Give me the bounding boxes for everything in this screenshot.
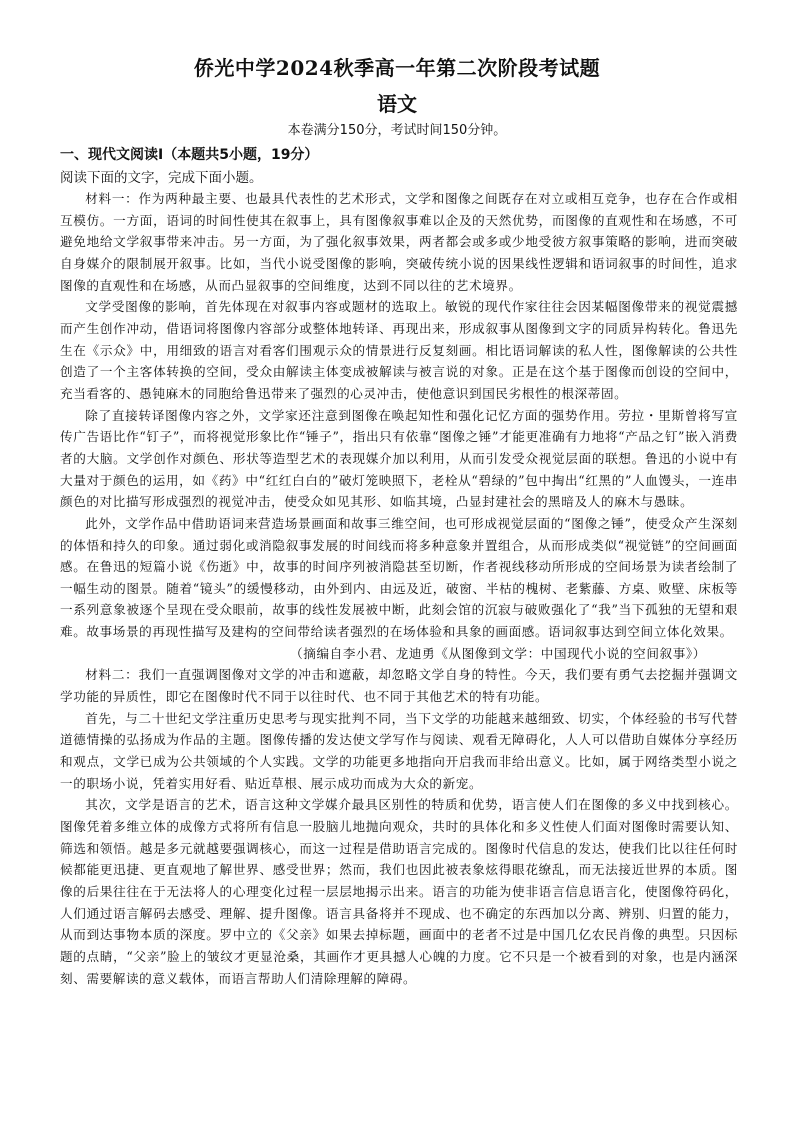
section-instruction: 阅读下面的文字，完成下面小题。 [60,170,263,186]
paragraph: 其次，文学是语言的艺术，语言这种文学媒介最具区别性的特质和优势，语言使人们在图像的多义中找到核心。图像凭着多维立体的成像方式将所有信息一股脑儿地抛向观众，共时的具体化和多义性使人们面对图像时需要认知、筛选和领悟。越是多元就越要强调核心，而这一过程是借助语言完成的。图像时代信息的发达，使我们比以往任何时候都能更迅捷、更直观地了解世界、感受世界；然而，我们也因此被表象炫得眼花缭乱，而无法接近世界的本质。图像的后果往往在于无法将人的心理变化过程一层层地揭示出来。语言的功能为使非语言信息语言化，使图像符码化，人们通过语言解码去感受、理解、提升图像。语言具备将并不现成、也不确定的东西加以分离、辨别、归置的能力，从而到达事物本质的深度。罗中立的《父亲》如果去掉标题，画面中的老者不过是中国几亿农民肖像的典型。只因标题的点睛，“父亲”脸上的皱纹才更显沧桑，其画作才更具撼人心魄的力度。它不只是一个被看到的对象，也是内涵深刻、需要解读的意义载体，而语言帮助人们清除理解的障碍。 [60,797,738,986]
paragraph-material1: 材料一：作为两种最主要、也最具代表性的艺术形式，文学和图像之间既存在对立或相互竞争，也存在合作或相互模仿。一方面，语词的时间性使其在叙事上，具有图像叙事难以企及的天然优势，而图像的直观性和在场感，不可避免地给文学叙事带来冲击。另一方面，为了强化叙事效果，两者都会或多或少地受彼方叙事策略的影响，进而突破自身媒介的限制展开叙事。比如，当代小说受图像的影响，突破传统小说的因果线性逻辑和语词叙事的时间性，追求图像的直观性和在场感，从而凸显叙事的空间维度，达到不同以往的艺术境界。 [60,191,738,293]
exam-title: 侨光中学2024秋季高一年第二次阶段考试题 [193,56,601,80]
paragraph: 文学受图像的影响，首先体现在对叙事内容或题材的选取上。敏锐的现代作家往往会因某幅图像带来的视觉震撼而产生创作冲动，借语词将图像内容部分或整体地转译、再现出来，形成叙事从图像到文字的同质异构转化。鲁迅先生在《示众》中，用细致的语言对看客们围观示众的情景进行反复刻画。相比语词解读的私人性，图像解读的公共性创造了一个主客体转换的空间，受众由解读主体变成被解读与被言说的对象。正是在这个基于图像而创设的空间中，充当看客的、愚钝麻木的同胞给鲁迅带来了强烈的心灵冲击，使他意识到国民劣根性的根深蒂固。 [60,299,738,401]
paragraph: 除了直接转译图像内容之外，文学家还注意到图像在唤起知性和强化记忆方面的强势作用。劳拉・里斯曾将写宣传广告语比作“钉子”，而将视觉形象比作“锤子”，指出只有依靠“图像之锤”才能更准确有力地将“产品之钉”嵌入消费者的大脑。文学创作对颜色、形状等造型艺术的表现媒介加以利用，从而引发受众视觉层面的联想。鲁迅的小说中有大量对于颜色的运用，如《药》中“红红白白的”破灯笼映照下，老栓从“碧绿的”包中掏出“红黑的”人血馒头，一连串颜色的对比描写形成强烈的视觉冲击，使受众如见其形、如临其境，凸显封建社会的黑暗及人的麻木与愚昧。 [60,407,738,510]
paragraph-material2: 材料二：我们一直强调图像对文学的冲击和遮蔽，却忽略文学自身的特性。今天，我们要有勇气去挖掘并强调文学功能的异质性，即它在图像时代不同于以往时代、也不同于其他艺术的特有功能。 [60,667,738,705]
exam-note: 本卷满分150分，考试时间150分钟。 [287,123,507,138]
paragraph: 此外，文学作品中借助语词来营造场景画面和故事三维空间，也可形成视觉层面的“图像之锤”，使受众产生深刻的体悟和持久的印象。通过弱化或消隐叙事发展的时间线而将多种意象并置组合，从而形成类似“视觉链”的空间画面感。在鲁迅的短篇小说《伤逝》中，故事的时间序列被消隐甚至切断，作者视线移动所形成的空间场景为读者绘制了一幅生动的图景。随着“镜头”的缓慢移动，由外到内、由远及近，破窗、半枯的槐树、老紫藤、方桌、败壁、床板等一系列意象被逐个呈现在受众眼前，故事的线性发展被中断，此刻会馆的沉寂与破败强化了“我”当下孤独的无望和艰难。故事场景的再现性描写及建构的空间带给读者强烈的在场体验和具象的画面感。语词叙事达到空间立体化效果。 [60,515,738,640]
subject-title: 语文 [377,92,417,116]
source-citation: （摘编自李小君、龙迪勇《从图像到文学：中国现代小说的空间叙事》） [290,645,706,661]
paragraph: 首先，与二十世纪文学注重历史思考与现实批判不同，当下文学的功能越来越细致、切实，个体经验的书写代替道德情操的弘扬成为作品的主题。图像传播的发达使文学写作与阅读、观看无障碍化，人人可以借助自媒体分享经历和观点，文学已成为公共领域的个人实践。文学的功能更多地指向开启我而非给出意义。比如，属于网络类型小说之一的职场小说，凭着实用好看、贴近草根、展示成功而成为大众的新宠。 [60,710,738,791]
section-heading: 一、现代文阅读Ⅰ（本题共5小题，19分） [60,147,319,163]
reading-passage [60,188,738,989]
